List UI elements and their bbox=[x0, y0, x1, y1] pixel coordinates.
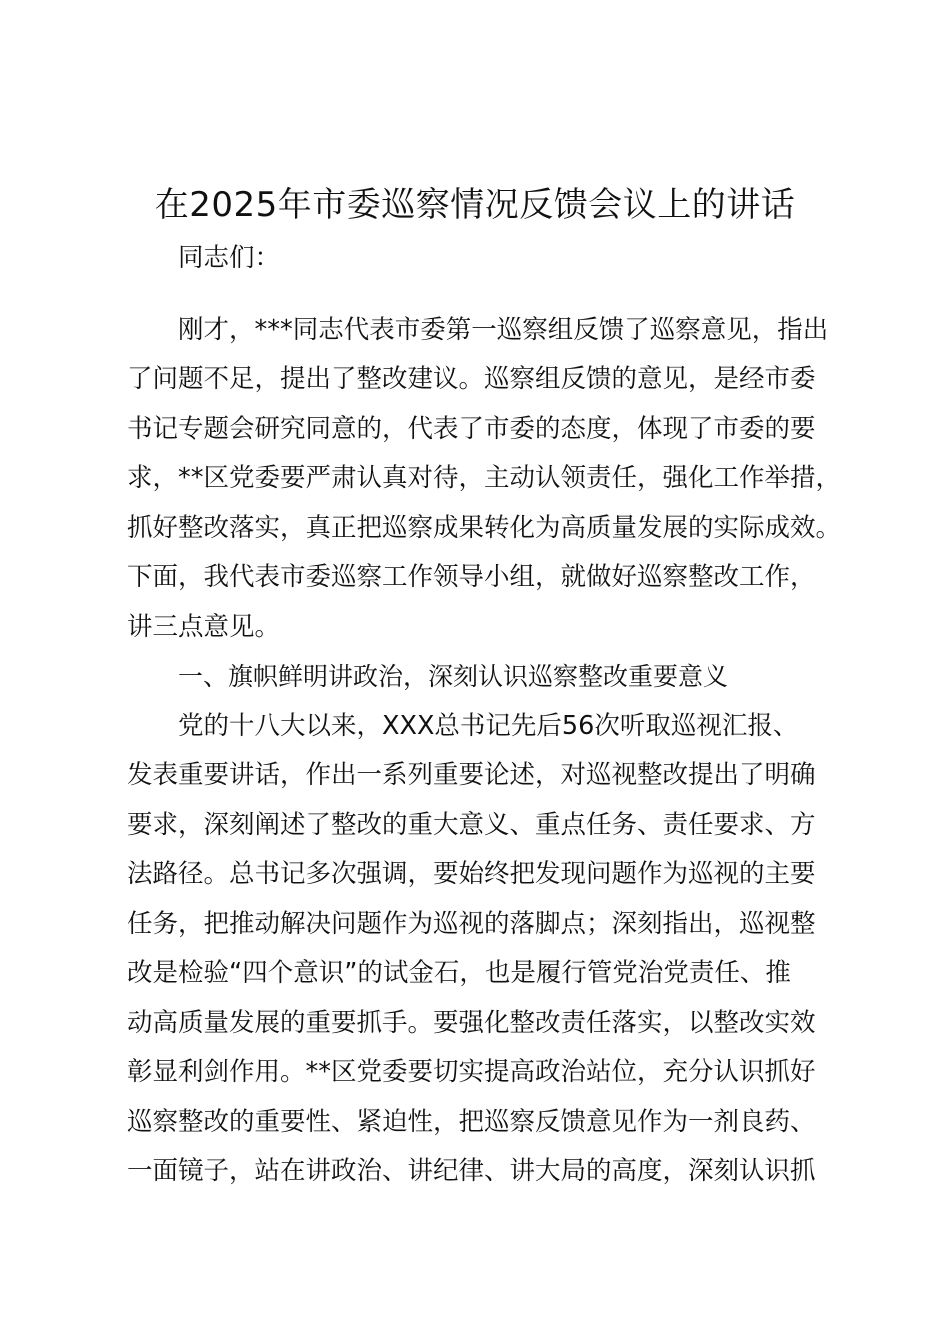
text-line: 巡察整改的重要性、紧迫性，把巡察反馈意见作为一剂良药、 bbox=[127, 1106, 816, 1137]
text-line: 党的十八大以来，XXX总书记先后56次听取巡视汇报、 bbox=[178, 710, 799, 741]
paragraph-intro bbox=[127, 306, 842, 653]
text-line: 发表重要讲话，作出一系列重要论述，对巡视整改提出了明确 bbox=[127, 760, 816, 790]
salutation: 同志们： bbox=[178, 243, 281, 273]
text-line: 下面，我代表市委巡察工作领导小组，就做好巡察整改工作， bbox=[127, 562, 816, 592]
text-line: 抓好整改落实，真正把巡察成果转化为高质量发展的实际成效。 bbox=[127, 512, 842, 543]
text-line: 法路径。总书记多次强调，要始终把发现问题作为巡视的主要 bbox=[127, 859, 816, 889]
text-line: 了问题不足，提出了整改建议。巡察组反馈的意见，是经市委 bbox=[127, 364, 816, 394]
text-line: 一面镜子，站在讲政治、讲纪律、讲大局的高度，深刻认识抓 bbox=[127, 1156, 816, 1186]
text-line: 书记专题会研究同意的，代表了市委的态度，体现了市委的要 bbox=[127, 413, 816, 444]
paragraph-section-one bbox=[127, 702, 827, 1197]
text-line: 讲三点意见。 bbox=[127, 611, 281, 642]
text-line: 求，**区党委要严肃认真对待，主动认领责任，强化工作举措， bbox=[127, 463, 842, 493]
text-line: 动高质量发展的重要抓手。要强化整改责任落实，以整改实效 bbox=[127, 1007, 816, 1038]
document-title: 在2025年市委巡察情况反馈会议上的讲话 bbox=[154, 185, 796, 225]
section-heading-text: 一、旗帜鲜明讲政治，深刻认识巡察整改重要意义 bbox=[178, 662, 729, 691]
section-heading bbox=[127, 652, 827, 702]
text-line: 任务，把推动解决问题作为巡视的落脚点；深刻指出，巡视整 bbox=[127, 908, 816, 939]
text-line: 改是检验“四个意识”的试金石，也是履行管党治党责任、推 bbox=[127, 958, 791, 988]
text-line: 刚才，***同志代表市委第一巡察组反馈了巡察意见，指出 bbox=[178, 314, 829, 345]
document-body bbox=[127, 234, 842, 1197]
text-line: 彰显利剑作用。**区党委要切实提高政治站位，充分认识抓好 bbox=[127, 1057, 816, 1087]
text-line: 要求，深刻阐述了整改的重大意义、重点任务、责任要求、方 bbox=[127, 809, 816, 840]
